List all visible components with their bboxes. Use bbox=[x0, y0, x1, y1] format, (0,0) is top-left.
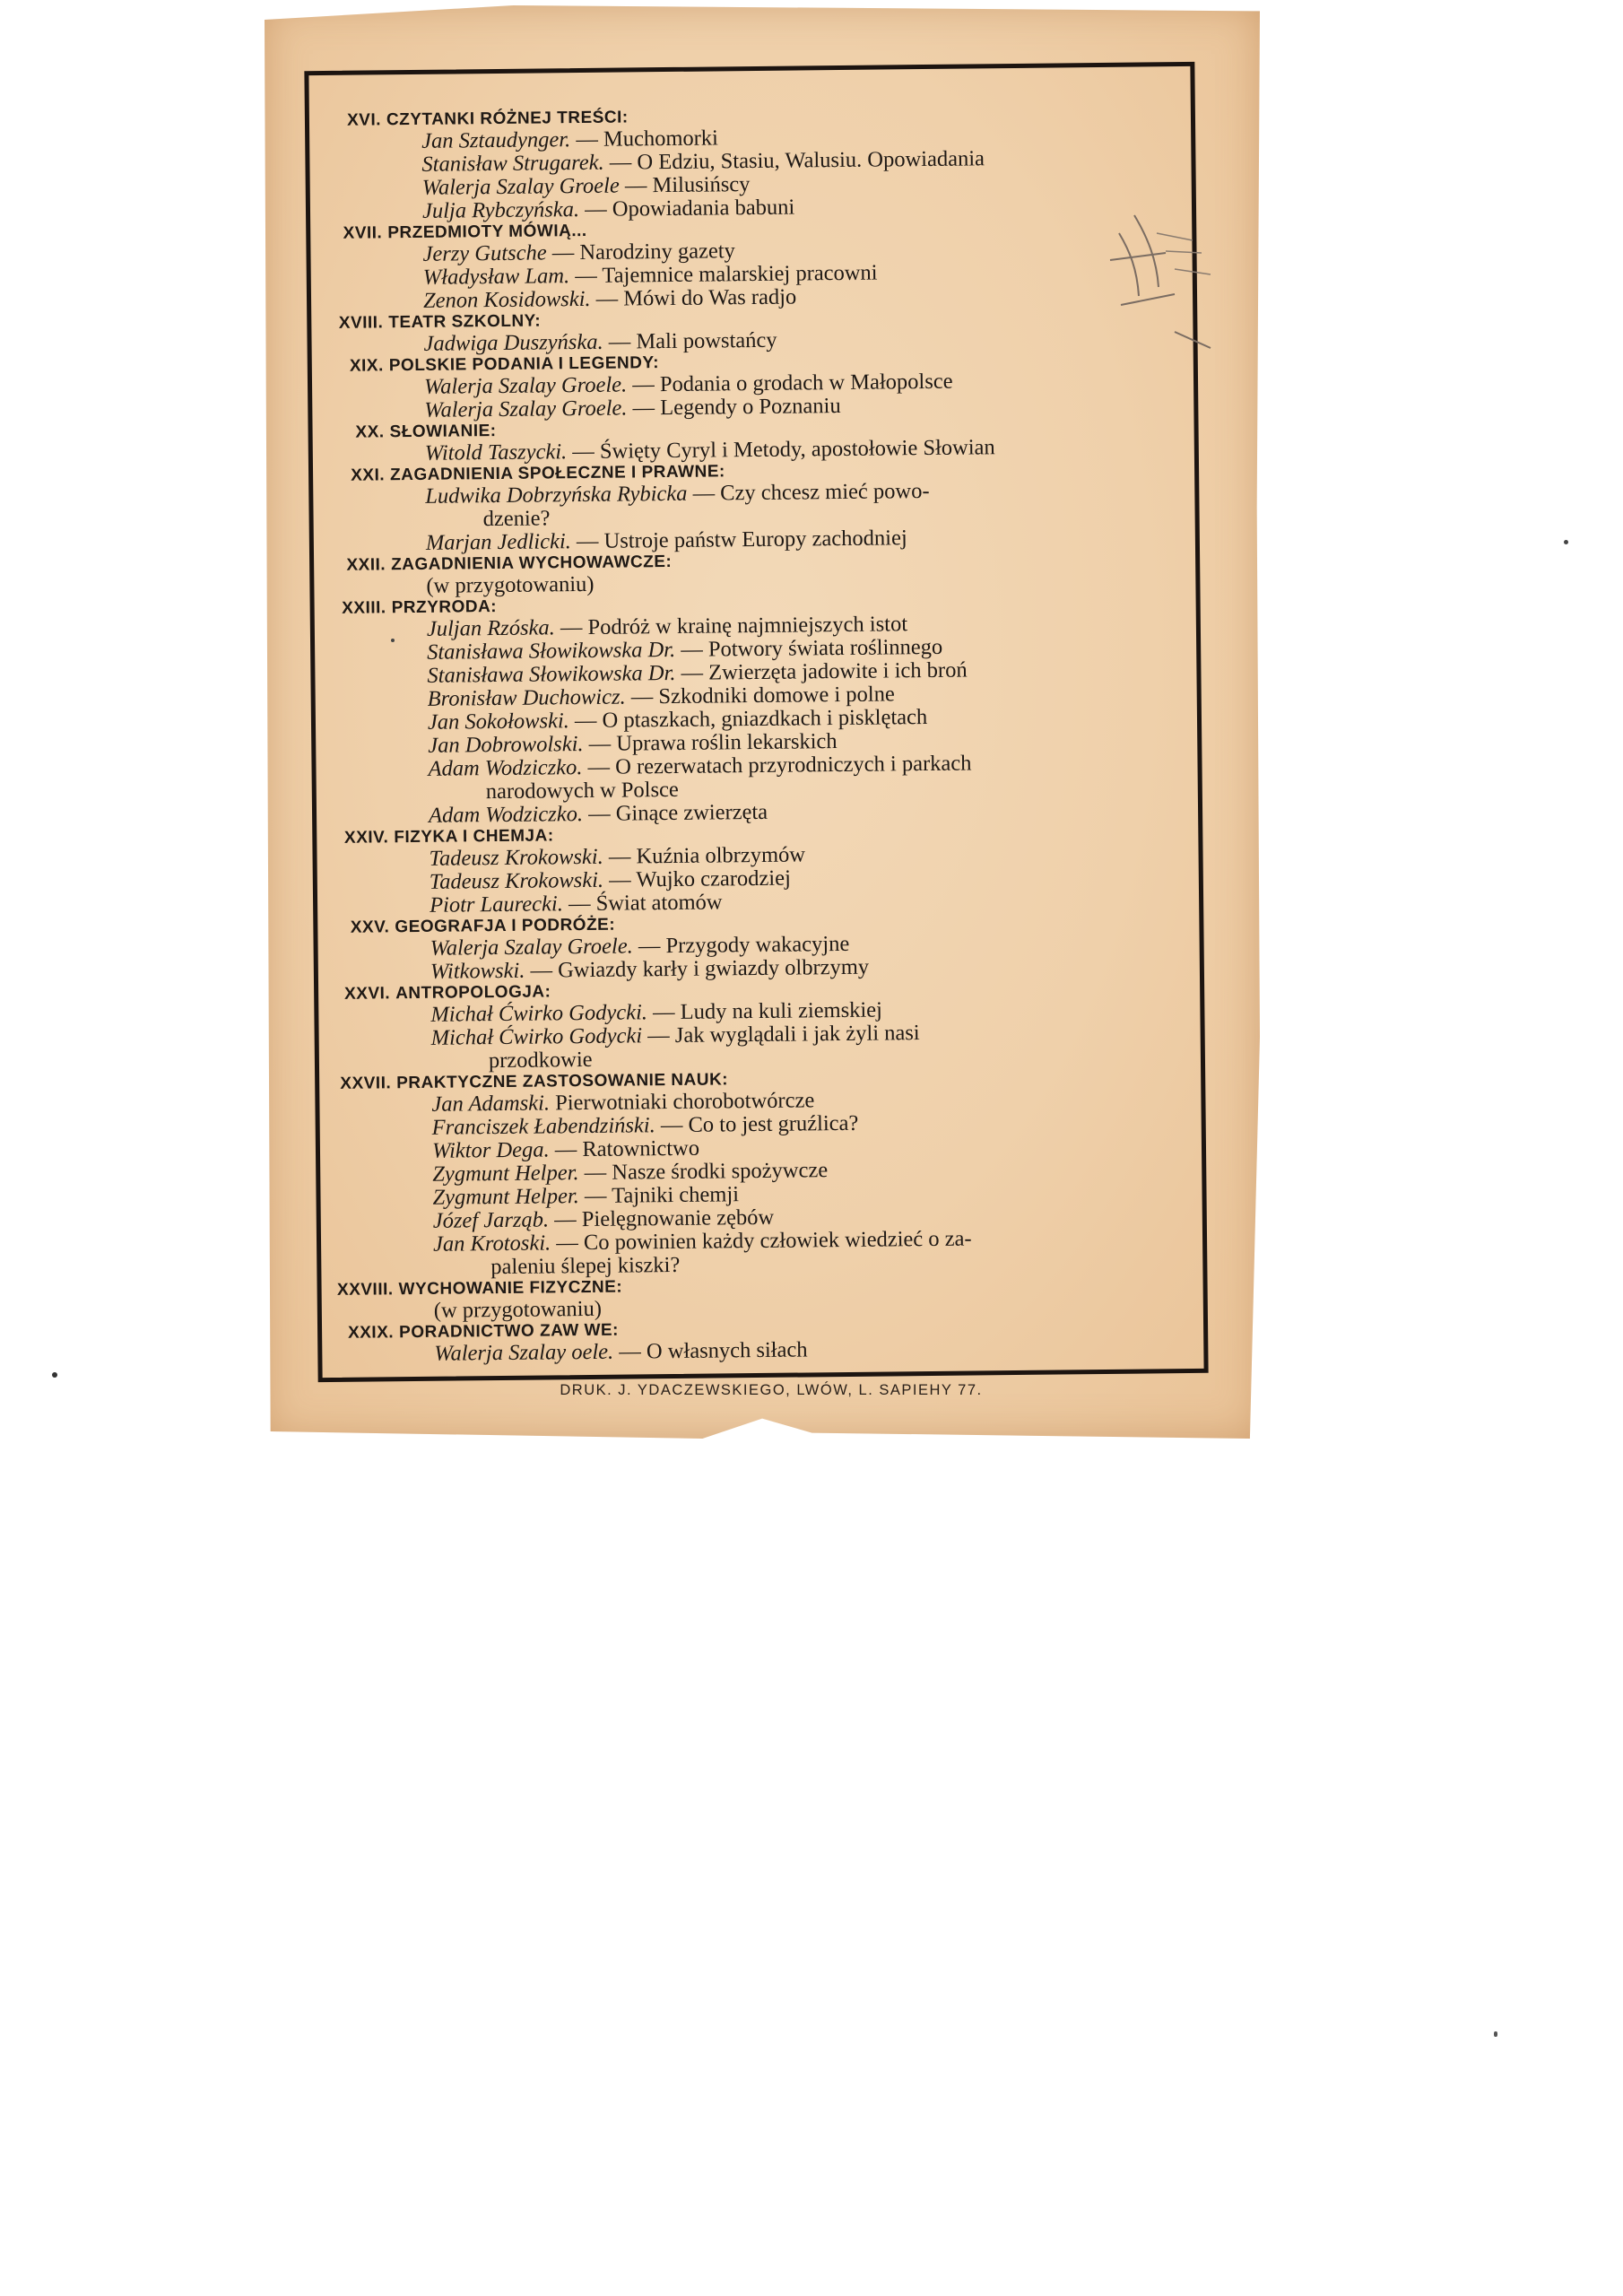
section-title: ANTROPOLOGJA: bbox=[395, 982, 551, 1004]
book-title: paleniu ślepej kiszki? bbox=[490, 1252, 681, 1280]
book-title: — Mówi do Was radjo bbox=[590, 284, 797, 311]
section-title: GEOGRAFJA I PODRÓŻE: bbox=[395, 915, 616, 937]
book-author: Zygmunt Helper. bbox=[432, 1161, 579, 1187]
book-title: — Gwiazdy karły i gwiazdy olbrzymy bbox=[525, 954, 870, 983]
book-title: — Świat atomów bbox=[562, 890, 723, 917]
book-author: Stanisława Słowikowska Dr. bbox=[427, 660, 676, 688]
book-title: — Tajemnice malarskiej pracowni bbox=[568, 260, 878, 289]
section-title: CZYTANKI RÓŻNEJ TREŚCI: bbox=[386, 108, 629, 130]
book-title: — O ptaszkach, gniazdkach i pisklętach bbox=[568, 705, 928, 734]
section-number: XXVIII. bbox=[336, 1280, 394, 1300]
book-title: — Potwory świata roślinnego bbox=[675, 634, 943, 662]
section-number: XVIII. bbox=[338, 313, 384, 333]
book-title: — Legendy o Poznaniu bbox=[627, 393, 841, 421]
book-title: — Podania o grodach w Małopolsce bbox=[627, 369, 953, 397]
book-title: — Nasze środki spożywcze bbox=[578, 1158, 829, 1186]
book-author: Wiktor Dega. bbox=[431, 1137, 550, 1163]
book-title: — Narodziny gazety bbox=[546, 239, 735, 265]
book-author: Jan Sztaudynger. bbox=[421, 127, 571, 153]
section-number: XXI. bbox=[351, 465, 386, 485]
book-author: Witkowski. bbox=[430, 958, 525, 984]
book-title: — Uprawa roślin lekarskich bbox=[583, 729, 838, 757]
book-author: Jerzy Gutsche bbox=[422, 240, 547, 266]
catalog-section bbox=[312, 348, 1194, 423]
section-number: XX. bbox=[355, 422, 385, 442]
printer-imprint: DRUK. J. YDACZEWSKIEGO, LWÓW, L. SAPIEHY 77. bbox=[560, 1382, 983, 1398]
book-author: Adam Wodziczko. bbox=[428, 802, 584, 828]
book-author: Juljan Rzóska. bbox=[426, 615, 555, 641]
book-author: Bronisław Duchowicz. bbox=[427, 684, 626, 711]
section-title: PRZYRODA: bbox=[391, 597, 498, 618]
book-author: Michał Ćwirko Godycki bbox=[430, 1023, 643, 1050]
section-title: FIZYKA I CHEMJA: bbox=[394, 826, 554, 848]
book-author: Walerja Szalay Groele. bbox=[430, 934, 633, 961]
book-author: Adam Wodziczko. bbox=[428, 755, 583, 781]
book-title: — Ludy na kuli ziemskiej bbox=[647, 997, 883, 1025]
catalog-section bbox=[310, 215, 1193, 314]
section-title: ZAGADNIENIA WYCHOWAWCZE: bbox=[391, 552, 673, 575]
catalog-section bbox=[313, 457, 1195, 556]
book-title: — Tajniki chemji bbox=[578, 1182, 740, 1209]
book-author: Walerja Szalay oele. bbox=[434, 1339, 614, 1366]
section-title: WYCHOWANIE FIZYCZNE: bbox=[398, 1277, 623, 1300]
book-author: Jan Dobrowolski. bbox=[428, 732, 584, 758]
catalog-section bbox=[317, 820, 1199, 918]
section-title: PRAKTYCZNE ZASTOSOWANIE NAUK: bbox=[396, 1070, 729, 1093]
dust-speck bbox=[52, 1372, 57, 1378]
book-title: przodkowie bbox=[488, 1047, 593, 1074]
book-author: Marjan Jedlicki. bbox=[425, 529, 571, 555]
book-author: Józef Jarząb. bbox=[432, 1207, 550, 1233]
dust-speck bbox=[1494, 2031, 1497, 2037]
dust-speck bbox=[1564, 540, 1568, 544]
book-title: (w przygotowaniu) bbox=[426, 571, 595, 598]
book-title: — Co to jest gruźlica? bbox=[655, 1110, 859, 1138]
book-author: Jan Adamski. bbox=[431, 1091, 551, 1117]
book-author: Zenon Kosidowski. bbox=[422, 286, 591, 313]
section-number: XIX. bbox=[349, 356, 384, 376]
catalog-section bbox=[317, 909, 1200, 985]
book-title: — Czy chcesz mieć powo- bbox=[687, 478, 930, 506]
section-number: XXIV. bbox=[343, 828, 389, 848]
book-author: Jan Krotoski. bbox=[432, 1231, 551, 1257]
book-title: — O rezerwatach przyrodniczych i parkach bbox=[582, 751, 972, 780]
book-title: — Podróż w krainę najmniejszych istot bbox=[554, 612, 908, 640]
book-author: Tadeusz Krokowski. bbox=[429, 844, 603, 871]
book-title: — Co powinien każdy człowiek wiedzieć o za- bbox=[551, 1226, 972, 1256]
book-title: — Mali powstańcy bbox=[603, 327, 777, 354]
section-number: XXII. bbox=[346, 555, 386, 575]
book-title: — O własnych siłach bbox=[613, 1337, 808, 1364]
book-author: Walerja Szalay Groele. bbox=[424, 396, 628, 422]
book-title: — Szkodniki domowe i polne bbox=[625, 682, 895, 709]
section-number: XXIX. bbox=[347, 1323, 395, 1343]
book-author: Jan Sokołowski. bbox=[427, 709, 569, 735]
section-number: XXV. bbox=[350, 918, 390, 937]
book-author: Julja Rybczyńska. bbox=[421, 197, 580, 223]
book-title: — Ginące zwierzęta bbox=[582, 799, 768, 827]
book-author: Tadeusz Krokowski. bbox=[429, 867, 604, 894]
book-author: Stanisława Słowikowska Dr. bbox=[427, 637, 676, 665]
book-title: narodowych w Polsce bbox=[485, 777, 679, 804]
catalog-section bbox=[309, 102, 1192, 224]
book-title: dzenie? bbox=[482, 506, 551, 532]
book-author: Witold Taszycki. bbox=[424, 439, 568, 465]
book-title: — Opowiadania babuni bbox=[578, 195, 795, 222]
book-title: — Jak wyglądali i jak żyli nasi bbox=[641, 1021, 920, 1048]
section-title: SŁOWIANIE: bbox=[389, 422, 497, 442]
section-title: TEATR SZKOLNY: bbox=[388, 311, 542, 333]
book-title: — Muchomorki bbox=[570, 126, 719, 152]
dust-speck bbox=[391, 639, 395, 642]
book-title: — Święty Cyryl i Metody, apostołowie Słowian bbox=[567, 435, 995, 465]
book-title: — Zwierzęta jadowite i ich broń bbox=[675, 657, 968, 685]
book-author: Władysław Lam. bbox=[422, 264, 570, 290]
book-title: — Przygody wakacyjne bbox=[632, 931, 850, 959]
book-title: — Milusińscy bbox=[619, 172, 751, 198]
book-title: Pierwotniaki chorobotwórcze bbox=[549, 1088, 815, 1116]
book-title: — Ratownictwo bbox=[549, 1135, 700, 1162]
catalog-section bbox=[318, 976, 1201, 1074]
book-author: Jadwiga Duszyńska. bbox=[423, 329, 603, 356]
book-author: Walerja Szalay Groele bbox=[421, 173, 620, 200]
section-number: XXIII. bbox=[342, 598, 386, 618]
book-title: (w przygotowaniu) bbox=[433, 1296, 603, 1323]
book-title: — O Edziu, Stasiu, Walusiu. Opowiadania bbox=[603, 146, 985, 175]
section-title: PRZEDMIOTY MÓWIĄ... bbox=[387, 221, 587, 243]
book-title: — Wujko czarodziej bbox=[603, 865, 791, 892]
catalog-section bbox=[319, 1065, 1202, 1281]
book-author: Ludwika Dobrzyńska Rybicka bbox=[425, 481, 688, 509]
book-title: — Kuźnia olbrzymów bbox=[603, 842, 806, 869]
pencil-mark-icon bbox=[1103, 197, 1246, 377]
section-title: ZAGADNIENIA SPOŁECZNE I PRAWNE: bbox=[389, 462, 725, 485]
section-title: POLSKIE PODANIA I LEGENDY: bbox=[388, 353, 660, 376]
section-number: XXVII. bbox=[340, 1074, 392, 1093]
book-title: — Ustroje państw Europy zachodniej bbox=[570, 526, 907, 554]
book-author: Zygmunt Helper. bbox=[432, 1184, 579, 1210]
book-author: Michał Ćwirko Godycki. bbox=[430, 1000, 648, 1027]
book-author: Walerja Szalay Groele. bbox=[423, 372, 628, 399]
book-author: Stanisław Strugarek. bbox=[421, 150, 604, 177]
section-number: XXVI. bbox=[343, 984, 391, 1004]
section-title: PORADNICTWO ZAW WE: bbox=[398, 1320, 620, 1343]
book-title: — Pielęgnowanie zębów bbox=[548, 1205, 775, 1232]
book-author: Piotr Laurecki. bbox=[429, 891, 564, 918]
catalog-list bbox=[309, 102, 1204, 1367]
catalog-section bbox=[315, 590, 1199, 829]
section-number: XVI. bbox=[346, 110, 382, 130]
section-number: XVII. bbox=[343, 223, 383, 243]
catalog-frame bbox=[304, 62, 1208, 1382]
book-author: Franciszek Łabendziński. bbox=[431, 1113, 655, 1140]
catalog-section bbox=[322, 1315, 1203, 1367]
